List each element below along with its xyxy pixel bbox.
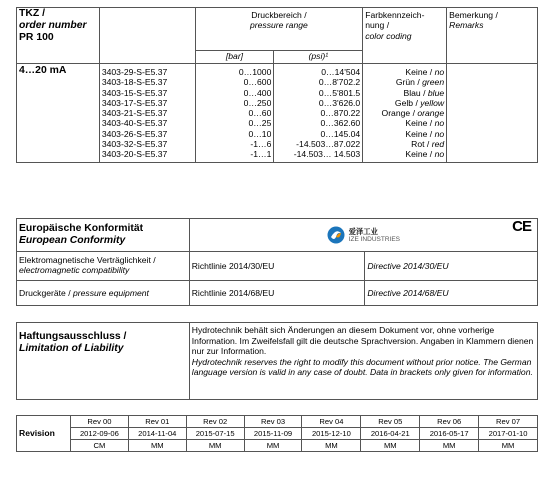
liability-text-en: Hydrotechnik reserves the right to modify this document without prior notice. The German language version is valid in any case of doubt. Data in brackets only given for information. bbox=[191, 356, 533, 378]
psi-cell: -14.503…87.022 bbox=[296, 139, 361, 150]
color-cell: Orange / orange bbox=[381, 108, 445, 119]
bar-cell: 0…400 bbox=[243, 87, 272, 98]
psi-cell: 0…5'801.5 bbox=[318, 87, 361, 98]
bar-cell: 0…250 bbox=[243, 97, 272, 108]
code-cell: 3403-32-S-E5.37 bbox=[101, 139, 168, 150]
code-cell: 3403-17-S-E5.37 bbox=[101, 97, 168, 108]
rev-id: Rev 01 bbox=[128, 416, 186, 428]
color-cell: Keine / no bbox=[405, 67, 445, 77]
conformity-table bbox=[16, 218, 538, 306]
ped-label: Druckgeräte / pressure equipment bbox=[17, 281, 190, 306]
psi-cell: 0…870.22 bbox=[320, 108, 361, 119]
ize-logo: 爱泽工业 IZE INDUSTRIES bbox=[192, 219, 535, 251]
code-cell: 3403-40-S-E5.37 bbox=[101, 118, 168, 129]
psi-cell: -14.503… 14.503 bbox=[293, 149, 361, 160]
psi-cell: 0…8'702.2 bbox=[318, 77, 361, 88]
code-list bbox=[99, 64, 195, 163]
color-coding-header: Farbkennzeich- nung / color coding bbox=[363, 8, 447, 64]
bar-cell: 0…60 bbox=[248, 108, 272, 119]
rev-id: Rev 04 bbox=[302, 416, 361, 428]
pressure-range-header: Druckbereich / pressure range bbox=[195, 8, 363, 51]
code-cell: 3403-26-S-E5.37 bbox=[101, 128, 168, 139]
emc-directive-en: Directive 2014/30/EU bbox=[365, 252, 538, 281]
revision-table bbox=[16, 415, 538, 452]
bar-cell: -1…1 bbox=[250, 149, 272, 160]
color-list bbox=[363, 64, 447, 163]
color-cell: Grün / green bbox=[395, 77, 445, 88]
rev-date: 2017-01-10 bbox=[479, 428, 538, 440]
rev-date: 2015-11-09 bbox=[244, 428, 302, 440]
emc-directive-de: Richtlinie 2014/30/EU bbox=[189, 252, 365, 281]
code-cell: 3403-20-S-E5.37 bbox=[101, 149, 168, 160]
code-cell: 3403-21-S-E5.37 bbox=[101, 108, 168, 119]
liability-text-de: Hydrotechnik behält sich Änderungen an diesem Dokument vor, ohne vorherige Information. Im Zweifelsfall gilt die deutsche Sprachversion. Angaben in Klammern dienen nur zur Information. bbox=[191, 325, 534, 357]
bar-cell: 0…600 bbox=[243, 77, 272, 88]
psi-list bbox=[274, 64, 363, 163]
remarks-cell bbox=[447, 64, 538, 163]
psi-cell: 0…14'504 bbox=[321, 67, 361, 77]
color-cell: Keine / no bbox=[405, 149, 445, 160]
liability-table bbox=[16, 322, 538, 400]
rev-id: Rev 00 bbox=[70, 416, 128, 428]
revision-label: Revision bbox=[17, 416, 71, 452]
bar-list bbox=[195, 64, 274, 163]
rev-id: Rev 06 bbox=[420, 416, 479, 428]
signal-label: 4…20 mA bbox=[17, 64, 100, 163]
order-number-table bbox=[16, 7, 538, 163]
bar-cell: 0…10 bbox=[248, 128, 272, 139]
code-cell: 3403-18-S-E5.37 bbox=[101, 77, 168, 88]
color-cell: Gelb / yellow bbox=[394, 97, 445, 108]
rev-date: 2015-07-15 bbox=[186, 428, 244, 440]
rev-date: 2015-12-10 bbox=[302, 428, 361, 440]
color-cell: Keine / no bbox=[405, 118, 445, 129]
bar-cell: 0…25 bbox=[248, 118, 272, 129]
bar-cell: 0…1000 bbox=[238, 67, 272, 77]
rev-id: Rev 02 bbox=[186, 416, 244, 428]
psi-cell: 0…362.60 bbox=[320, 118, 361, 129]
color-cell: Rot / red bbox=[411, 139, 445, 150]
rev-id: Rev 07 bbox=[479, 416, 538, 428]
rev-date: 2016-05-17 bbox=[420, 428, 479, 440]
rev-author: MM bbox=[128, 440, 186, 452]
rev-author: MM bbox=[244, 440, 302, 452]
remarks-header: Bemerkung / Remarks bbox=[447, 8, 538, 64]
ize-logo-icon bbox=[327, 226, 345, 244]
rev-author: MM bbox=[302, 440, 361, 452]
unit-psi: (psi)¹ bbox=[274, 51, 363, 64]
rev-author: MM bbox=[479, 440, 538, 452]
code-cell: 3403-29-S-E5.37 bbox=[101, 67, 168, 77]
code-cell: 3403-15-S-E5.37 bbox=[101, 87, 168, 98]
ce-mark-icon: CE bbox=[512, 218, 531, 235]
emc-label: Elektromagnetische Verträglichkeit / electromagnetic compatibility bbox=[17, 252, 190, 281]
rev-author: MM bbox=[420, 440, 479, 452]
bar-cell: -1…6 bbox=[250, 139, 272, 150]
code-header bbox=[99, 8, 195, 64]
rev-author: CM bbox=[70, 440, 128, 452]
rev-date: 2012-09-06 bbox=[70, 428, 128, 440]
psi-cell: 0…145.04 bbox=[320, 128, 361, 139]
conformity-title: Europäische Konformität European Conformity bbox=[17, 219, 190, 252]
liability-text bbox=[189, 323, 537, 400]
ped-directive-de: Richtlinie 2014/68/EU bbox=[189, 281, 365, 306]
psi-cell: 0…3'626.0 bbox=[318, 97, 361, 108]
logo-cell bbox=[189, 219, 537, 252]
color-cell: Blau / blue bbox=[403, 87, 445, 98]
color-cell: Keine / no bbox=[405, 128, 445, 139]
tkz-header: TKZ / order number PR 100 bbox=[17, 8, 100, 64]
rev-author: MM bbox=[361, 440, 420, 452]
rev-author: MM bbox=[186, 440, 244, 452]
rev-id: Rev 05 bbox=[361, 416, 420, 428]
rev-date: 2016-04-21 bbox=[361, 428, 420, 440]
liability-title: Haftungsausschluss / Limitation of Liability bbox=[17, 323, 190, 400]
unit-bar: [bar] bbox=[195, 51, 274, 64]
rev-date: 2014-11-04 bbox=[128, 428, 186, 440]
rev-id: Rev 03 bbox=[244, 416, 302, 428]
ped-directive-en: Directive 2014/68/EU bbox=[365, 281, 538, 306]
